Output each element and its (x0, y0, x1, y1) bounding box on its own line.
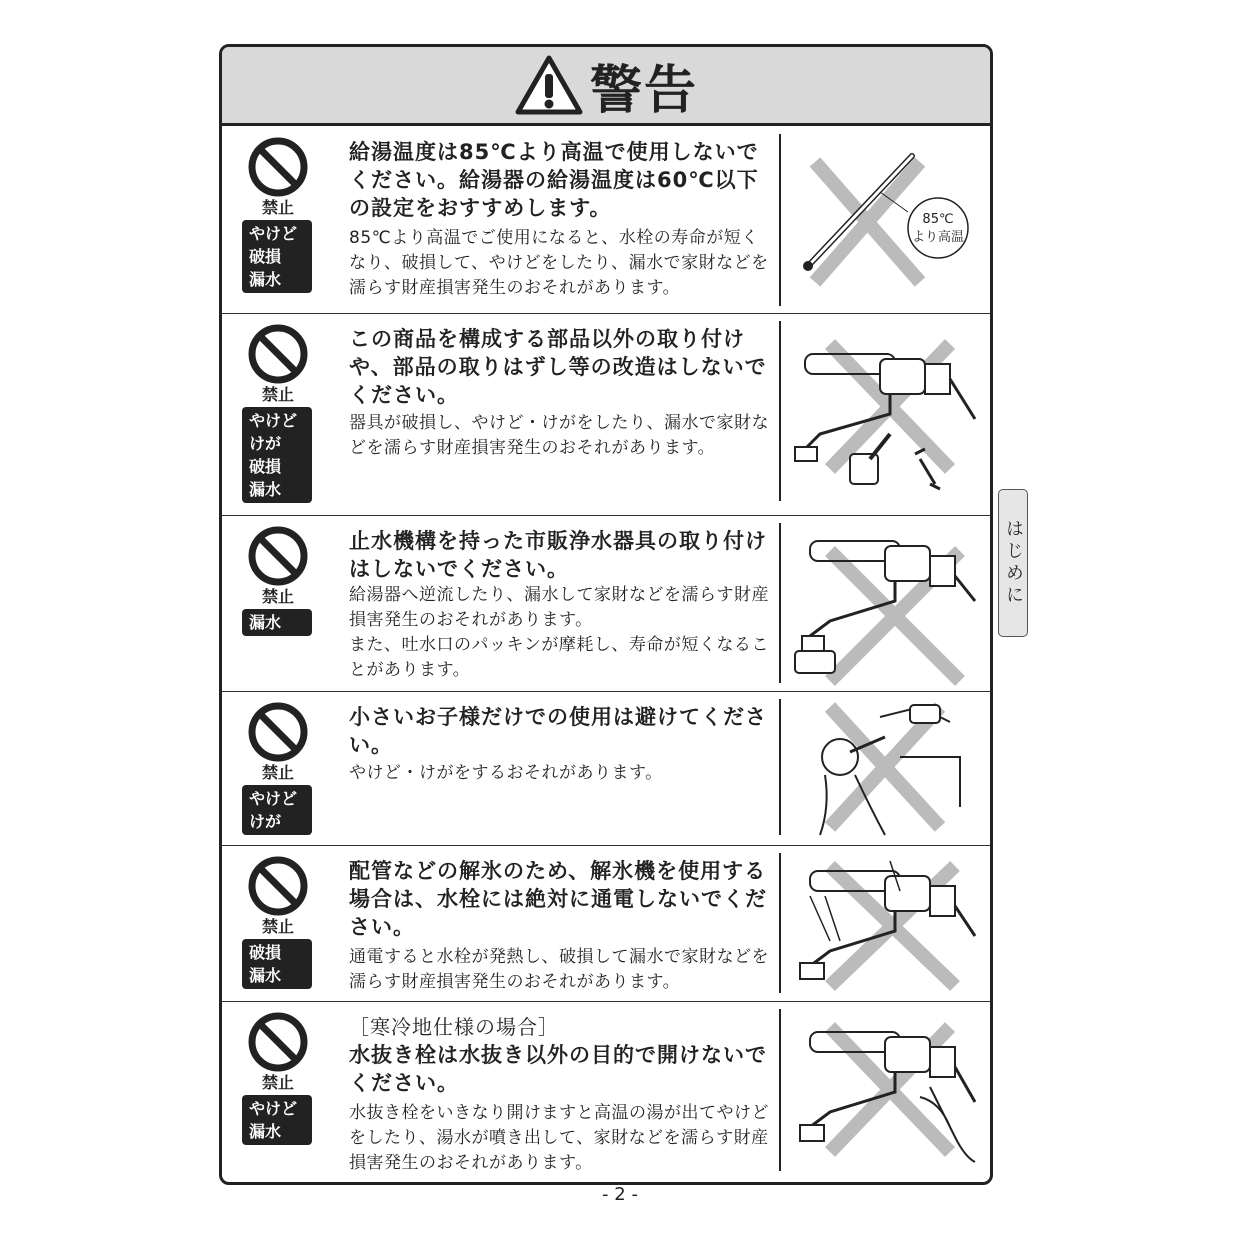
hazard-tag: けが (249, 434, 282, 453)
warning-header (222, 47, 990, 126)
warning-text (349, 138, 769, 301)
warning-body: 85℃より高温でご使用になると、水栓の寿命が短くなり、破損して、やけどをしたり、漏水で家財などを濡らす財産損害発生のおそれがあります。 (349, 228, 769, 298)
faucet-parts-illustration (790, 319, 980, 504)
thawing-machine-illustration (790, 851, 980, 996)
warning-body: 器具が破損し、やけど・けがをしたり、漏水で家財などを濡らす財産損害発生のおそれがあります。 (349, 413, 769, 458)
hazard-tag: 漏水 (249, 480, 282, 499)
divider (779, 853, 781, 993)
warning-heading: 小さいお子様だけでの使用は避けてください。 (349, 705, 767, 757)
prohibition-block (242, 323, 314, 503)
section-tab[interactable] (998, 489, 1028, 637)
warning-item-3 (222, 515, 990, 692)
hazard-tag: 漏水 (249, 270, 282, 289)
hazard-tag: 破損 (249, 247, 282, 266)
warning-text (349, 703, 769, 786)
water-filter-illustration (790, 521, 980, 686)
hazard-tag: 漏水 (249, 613, 282, 632)
warning-body: 水抜き栓をいきなり開けますと高温の湯が出てやけどをしたり、湯水が噴き出して、家財などを濡らす財産損害発生のおそれがあります。 (349, 1103, 769, 1173)
divider (779, 134, 781, 306)
hazard-tags (242, 609, 312, 636)
hazard-tag: やけど (249, 224, 298, 243)
child-at-faucet-illustration (790, 697, 980, 837)
prohibition-label: 禁止 (261, 917, 294, 936)
hazard-tag: やけど (249, 789, 298, 808)
warning-heading: 止水機構を持った市販浄水器具の取り付けはしないでください。 (349, 529, 767, 581)
hazard-tag: 漏水 (249, 1122, 282, 1141)
hazard-tag: やけど (249, 1099, 298, 1118)
warning-subheading: ［寒冷地仕様の場合］ (349, 1015, 559, 1039)
prohibition-label: 禁止 (261, 1073, 294, 1092)
prohibition-block (242, 525, 314, 636)
svg-text:85℃: 85℃ (922, 212, 954, 227)
warning-item-6 (222, 1001, 990, 1182)
warning-text (349, 857, 769, 995)
warning-title: 警告 (589, 60, 698, 121)
warning-text (349, 325, 769, 461)
prohibition-icon (247, 525, 309, 587)
prohibition-icon (247, 855, 309, 917)
prohibition-label: 禁止 (261, 385, 294, 404)
hazard-tags (242, 785, 312, 835)
prohibition-block (242, 855, 314, 989)
prohibition-icon (247, 1011, 309, 1073)
prohibition-label: 禁止 (261, 763, 294, 782)
section-tab-label: はじめに (1003, 519, 1024, 607)
page-number: - 2 - (602, 1184, 638, 1205)
warning-item-1 (222, 126, 990, 314)
divider (779, 1009, 781, 1171)
divider (779, 523, 781, 683)
hazard-tag: 破損 (249, 457, 282, 476)
hazard-tags (242, 220, 312, 293)
warning-item-4 (222, 691, 990, 846)
hazard-tag: けが (249, 812, 282, 831)
warning-body: 給湯器へ逆流したり、漏水して家財などを濡らす財産損害発生のおそれがあります。 また、吐水口のパッキンが摩耗し、寿命が短くなることがあります。 (349, 585, 769, 680)
hazard-tag: 漏水 (249, 966, 282, 985)
prohibition-icon (247, 136, 309, 198)
prohibition-icon (247, 323, 309, 385)
warning-text (349, 527, 769, 683)
svg-text:より高温: より高温 (911, 230, 965, 245)
warning-body: やけど・けがをするおそれがあります。 (349, 763, 663, 783)
hazard-tags (242, 939, 312, 989)
warning-heading: 給湯温度は85℃より高温で使用しないでください。給湯器の給湯温度は60℃以下の設定をおすすめします。 (349, 140, 759, 220)
divider (779, 321, 781, 501)
warning-item-2 (222, 313, 990, 516)
hazard-tags (242, 1095, 312, 1145)
warning-triangle-icon (514, 54, 584, 116)
prohibition-block (242, 136, 314, 293)
hazard-tag: 破損 (249, 943, 282, 962)
prohibition-label: 禁止 (261, 587, 294, 606)
prohibition-block (242, 701, 314, 835)
warning-text (349, 1013, 769, 1176)
hazard-tag: やけど (249, 411, 298, 430)
prohibition-block (242, 1011, 314, 1145)
warning-item-5 (222, 845, 990, 1002)
thermometer-illustration (790, 132, 980, 302)
divider (779, 699, 781, 835)
hazard-tags (242, 407, 312, 503)
warning-box (219, 44, 993, 1185)
prohibition-label: 禁止 (261, 198, 294, 217)
prohibition-icon (247, 701, 309, 763)
drain-valve-illustration (790, 1007, 980, 1167)
warning-heading: 水抜き栓は水抜き以外の目的で開けないでください。 (349, 1043, 767, 1095)
warning-body: 通電すると水栓が発熱し、破損して漏水で家財などを濡らす財産損害発生のおそれがあります。 (349, 947, 769, 992)
warning-heading: この商品を構成する部品以外の取り付けや、部品の取りはずし等の改造はしないでください。 (349, 327, 767, 407)
warning-heading: 配管などの解氷のため、解氷機を使用する場合は、水栓には絶対に通電しないでください。 (349, 859, 767, 939)
